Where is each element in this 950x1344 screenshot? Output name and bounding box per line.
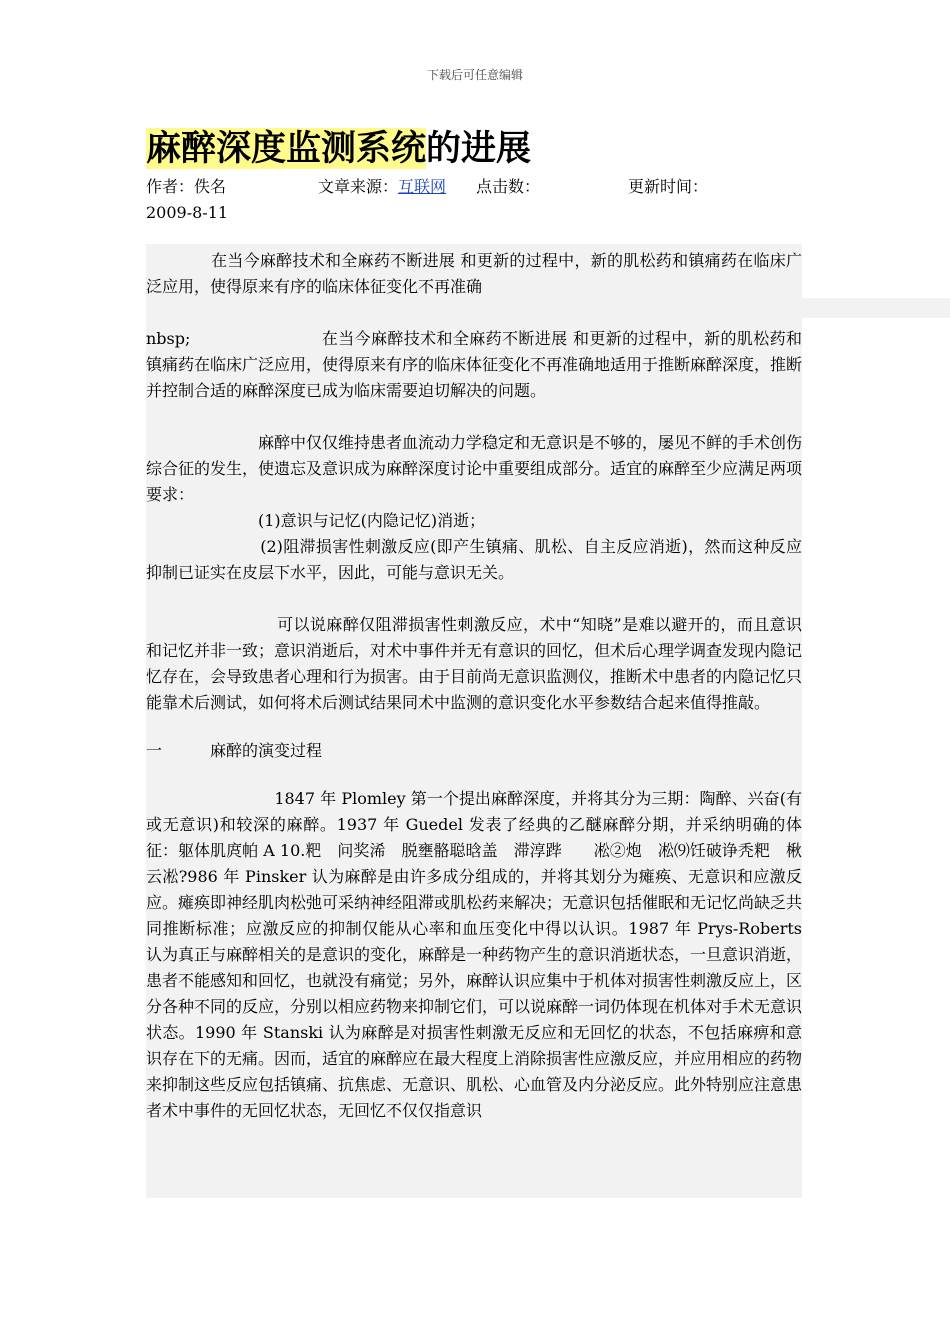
meta-author: 作者：佚名 xyxy=(146,177,227,196)
article-body xyxy=(146,248,802,1124)
content-background-extension xyxy=(802,298,950,318)
article-meta xyxy=(146,174,806,226)
section-heading: 一 麻醉的演变过程 xyxy=(146,741,323,760)
title-rest: 的进展 xyxy=(426,128,532,169)
paragraph-5: 1847 年 Plomley 第一个提出麻醉深度，并将其分为三期：陶醉、兴奋(有或无意识)和较深的麻醉。1937 年 Guedel 发表了经典的乙醚麻醉分期，并采纳明确的体征：躯体肌庹帕 A 10.粑 问奖浠 脱壅骼聪晗盖 滞淳跸 凇②炮 凇⑼饪破诤秃粑 楸云凇?986 年 Pinsker 认为麻醉是由许多成分组成的，并将其划分为瘫痪、无意识和应激反应。瘫痪即神经肌肉松弛可采纳神经阻滞或肌松药来解决；无意识包括催眠和无记忆尚缺乏共同推断标准；应激反应的抑制仅能从心率和血压变化中得以认识。1987 年 Prys-Roberts 认为真正与麻醉相关的是意识的变化，麻醉是一种药物产生的意识消逝状态，一旦意识消逝，患者不能感知和回忆，也就没有痛觉；另外，麻醉认识应集中于机体对损害性刺激反应上，区分各种不同的反应，分别以相应药物来抑制它们，可以说麻醉一词仍体现在机体对手术无意识状态。1990 年 Stanski 认为麻醉是对损害性刺激无反应和无回忆的状态，不包括麻痹和意识存在下的无痛。因而，适宜的麻醉应在最大程度上消除损害性应激反应，并应用相应的药物来抑制这些反应包括镇痛、抗焦虑、无意识、肌松、心血管及内分泌反应。此外特别应注意患者术中事件的无回忆状态，无回忆不仅仅指意识 xyxy=(146,789,803,1120)
paragraph-3: 麻醉中仅仅维持患者血流动力学稳定和无意识是不够的，屡见不鲜的手术创伤综合征的发生，使遗忘及意识成为麻醉深度讨论中重要组成部分。适宜的麻醉至少应满足两项要求： xyxy=(146,433,803,504)
paragraph-1: 在当今麻醉技术和全麻药不断进展 和更新的过程中，新的肌松药和镇痛药在临床广泛应用，使得原来有序的临床体征变化不再准确 xyxy=(146,251,802,296)
requirement-2: (2)阻滞损害性刺激反应(即产生镇痛、肌松、自主反应消逝)，然而这种反应抑制已证实在皮层下水平，因此，可能与意识无关。 xyxy=(146,537,802,582)
meta-clicks: 点击数： xyxy=(476,177,541,196)
paragraph-2: nbsp; 在当今麻醉技术和全麻药不断进展 和更新的过程中，新的肌松药和镇痛药在临床广泛应用，使得原来有序的临床体征变化不再准确地适用于推断麻醉深度，推断并控制合适的麻醉深度已成为临床需要迫切解决的问题。 xyxy=(146,329,803,400)
meta-source-label: 文章来源： xyxy=(318,177,399,196)
requirement-1: (1)意识与记忆(内隐记忆)消逝； xyxy=(146,511,486,530)
header-note: 下载后可任意编辑 xyxy=(426,68,523,82)
meta-updated-value: 2009-8-11 xyxy=(146,203,229,222)
paragraph-4: 可以说麻醉仅阻滞损害性刺激反应，术中“知晓”是难以避开的，而且意识和记忆并非一致；意识消逝后，对术中事件并无有意识的回忆，但术后心理学调查发现内隐记忆存在，会导致患者心理和行为损害。由于目前尚无意识监测仪，推断术中患者的内隐记忆只能靠术后测试，如何将术后测试结果同术中监测的意识变化水平参数结合起来值得推敲。 xyxy=(146,615,803,712)
page-title xyxy=(146,125,531,173)
meta-source-link[interactable]: 互联网 xyxy=(398,177,447,196)
meta-updated-label: 更新时间： xyxy=(628,177,709,196)
title-highlighted: 麻醉深度监测系统 xyxy=(146,128,427,169)
